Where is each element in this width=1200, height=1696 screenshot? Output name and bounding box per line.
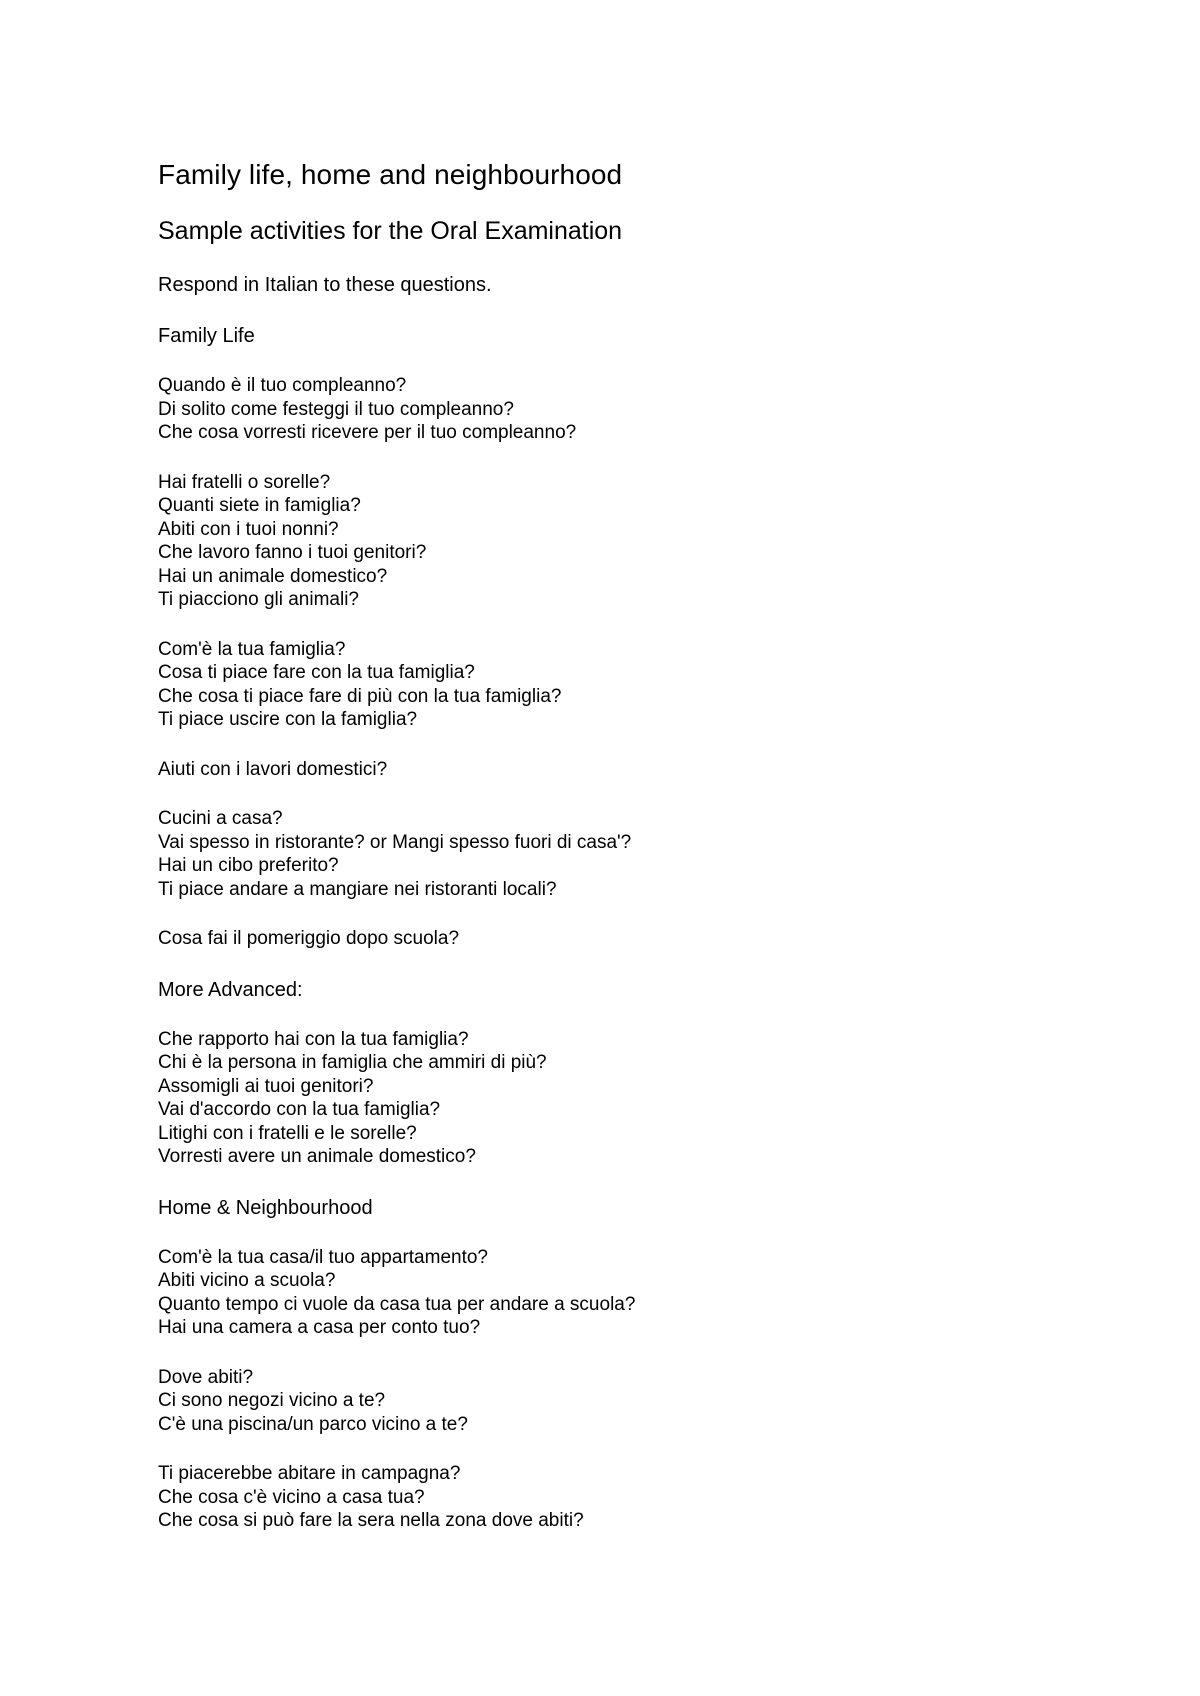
question-item: Chi è la persona in famiglia che ammiri di più? [158, 1052, 547, 1073]
section-heading: Home & Neighbourhood [158, 1196, 373, 1219]
question-item: Vai spesso in ristorante? or Mangi spesso fuori di casa'? [158, 831, 632, 853]
question-item: Ti piacciono gli animali? [158, 589, 360, 610]
document-title: Family life, home and neighbourhood [158, 159, 623, 190]
question-item: Abiti con i tuoi nonni? [158, 518, 339, 540]
question-group [158, 374, 1058, 445]
question-item: Cucini a casa? [158, 808, 283, 829]
question-group [158, 807, 1058, 901]
question-group [158, 758, 1058, 782]
question-item: Vai d'accordo con la tua famiglia? [158, 1099, 441, 1120]
question-item: Che cosa si può fare la sera nella zona dove abiti? [158, 1510, 584, 1531]
question-item: Di solito come festeggi il tuo compleanno? [158, 398, 514, 420]
question-item: Com'è la tua famiglia? [158, 638, 346, 660]
question-item: Quanto tempo ci vuole da casa tua per andare a scuola? [158, 1293, 636, 1315]
instructions-text: Respond in Italian to these questions. [158, 274, 492, 296]
question-item: Assomigli ai tuoi genitori? [158, 1075, 374, 1097]
question-item: Che cosa c'è vicino a casa tua? [158, 1486, 425, 1508]
question-section [158, 324, 1058, 951]
question-item: Hai una camera a casa per conto tuo? [158, 1317, 481, 1338]
question-item: Ci sono negozi vicino a te? [158, 1390, 386, 1411]
question-section [158, 978, 1058, 1169]
question-group [158, 1246, 1058, 1340]
question-item: Com'è la tua casa/il tuo appartamento? [158, 1246, 488, 1268]
question-item: Cosa fai il pomeriggio dopo scuola? [158, 928, 460, 949]
section-heading: Family Life [158, 325, 255, 347]
question-item: Ti piacerebbe abitare in campagna? [158, 1463, 461, 1484]
section-heading: More Advanced: [158, 978, 303, 1001]
question-item: Ti piace andare a mangiare nei ristoranti locali? [158, 878, 557, 900]
question-sections [158, 324, 1058, 1533]
question-item: Litighi con i fratelli e le sorelle? [158, 1122, 417, 1144]
question-item: Hai un animale domestico? [158, 565, 388, 587]
question-item: Quando è il tuo compleanno? [158, 375, 407, 396]
document-content [158, 155, 1058, 1533]
question-item: Vorresti avere un animale domestico? [158, 1146, 476, 1167]
question-item: Aiuti con i lavori domestici? [158, 758, 388, 780]
question-item: Che cosa vorresti ricevere per il tuo compleanno? [158, 422, 577, 443]
question-item: Abiti vicino a scuola? [158, 1270, 336, 1291]
document-subtitle: Sample activities for the Oral Examination [158, 217, 623, 245]
question-group [158, 471, 1058, 612]
question-item: Quanti siete in famiglia? [158, 495, 361, 516]
question-item: Hai un cibo preferito? [158, 855, 339, 876]
question-item: C'è una piscina/un parco vicino a te? [158, 1413, 468, 1435]
question-group [158, 927, 1058, 951]
question-item: Ti piace uscire con la famiglia? [158, 709, 418, 730]
question-group [158, 1028, 1058, 1169]
question-item: Dove abiti? [158, 1366, 254, 1388]
question-group [158, 1462, 1058, 1533]
question-section [158, 1196, 1058, 1533]
question-item: Hai fratelli o sorelle? [158, 471, 331, 493]
question-item: Cosa ti piace fare con la tua famiglia? [158, 662, 475, 683]
question-item: Che lavoro fanno i tuoi genitori? [158, 542, 427, 563]
question-group [158, 638, 1058, 732]
question-item: Che rapporto hai con la tua famiglia? [158, 1028, 469, 1050]
question-group [158, 1366, 1058, 1437]
question-item: Che cosa ti piace fare di più con la tua famiglia? [158, 685, 562, 707]
